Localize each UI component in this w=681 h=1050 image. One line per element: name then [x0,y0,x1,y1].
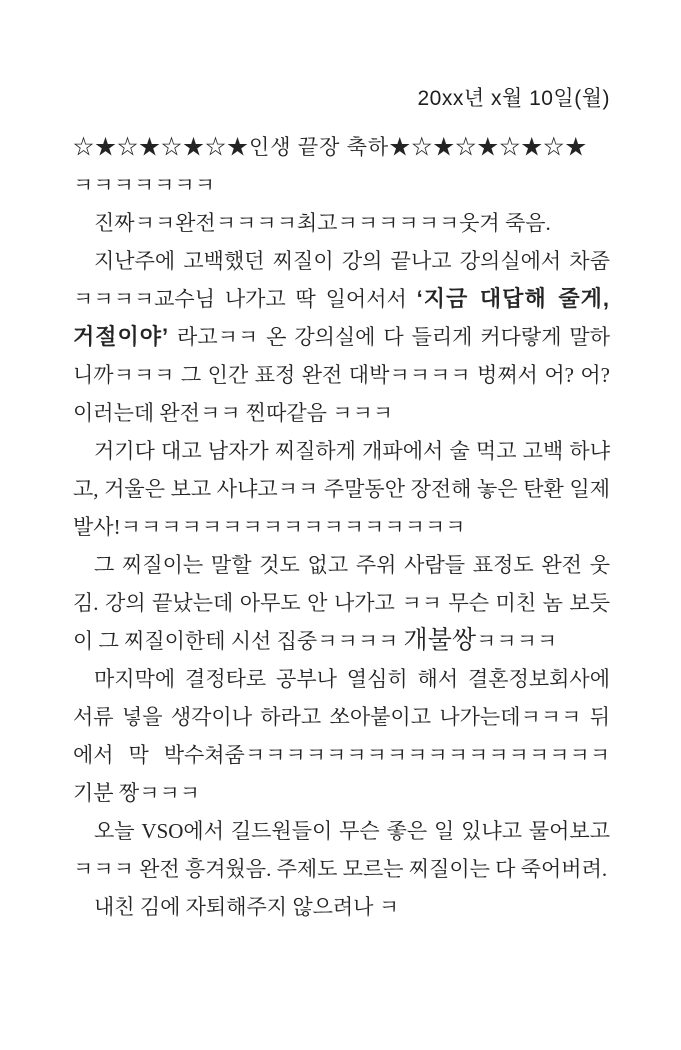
paragraph [73,888,610,926]
paragraph [73,432,610,546]
paragraph [73,166,610,204]
text-run: 마지막에 결정타로 공부나 열심히 해서 결혼정보회사에 서류 넣을 생각이나 하라고 쏘아붙이고 나가는데ㅋㅋㅋ 뒤에서 막 박수쳐줌ㅋㅋㅋㅋㅋㅋㅋㅋㅋㅋㅋㅋㅋㅋㅋㅋㅋㅋ 기분 짱ㅋㅋㅋ [73,667,610,805]
text-run: 지난주에 고백했던 찌질이 강의 끝나고 강의실에서 차줌ㅋㅋㅋㅋ교수님 나가고 딱 일어서서 [73,249,610,311]
text-run: 내친 김에 자퇴해주지 않으려나 ㅋ [94,895,400,919]
text-run: 거기다 대고 남자가 찌질하게 개파에서 술 먹고 고백 하냐고, 거울은 보고 사냐고ㅋㅋ 주말동안 장전해 놓은 탄환 일제 발사!ㅋㅋㅋㅋㅋㅋㅋㅋㅋㅋㅋㅋㅋㅋㅋㅋㅋ [73,439,610,539]
paragraph [73,204,610,242]
text-run: ‘지금 대답해 줄게, 거절이야’ [73,286,611,349]
text-run: 그 찌질이는 말할 것도 없고 주위 사람들 표정도 완전 웃김. 강의 끝났는데 아무도 안 나가고 ㅋㅋ 무슨 미친 놈 보듯이 그 찌질이한테 시선 집중ㅋㅋㅋㅋ [73,553,610,653]
paragraph [73,660,610,812]
text-run: 라고ㅋㅋ 온 강의실에 다 들리게 커다랗게 말하니까ㅋㅋㅋ 그 인간 표정 완전 대박ㅋㅋㅋㅋ 벙쪄서 어? 어? 이러는데 완전ㅋㅋ 찐따같음 ㅋㅋㅋ [73,325,610,425]
date-line: 20xx년 x월 10일(월) [417,87,610,110]
text-run: ㅋㅋㅋㅋ [476,629,558,653]
paragraph [73,812,610,888]
text-run: 개불쌍 [403,627,476,654]
paragraph [73,546,610,660]
title-line: ☆★☆★☆★☆★인생 끝장 축하★☆★☆★☆★☆★ [73,135,588,159]
text-run: ㅋㅋㅋㅋㅋㅋㅋ [73,173,216,197]
paragraph [73,242,610,432]
paragraphs [73,166,610,926]
text-run: 진짜ㅋㅋ완전ㅋㅋㅋㅋ최고ㅋㅋㅋㅋㅋㅋ웃겨 죽음. [94,211,551,235]
text-run: 오늘 VSO에서 길드원들이 무슨 좋은 일 있냐고 물어보고ㅋㅋㅋ 완전 흥겨웠음. 주제도 모르는 찌질이는 다 죽어버려. [73,819,610,881]
